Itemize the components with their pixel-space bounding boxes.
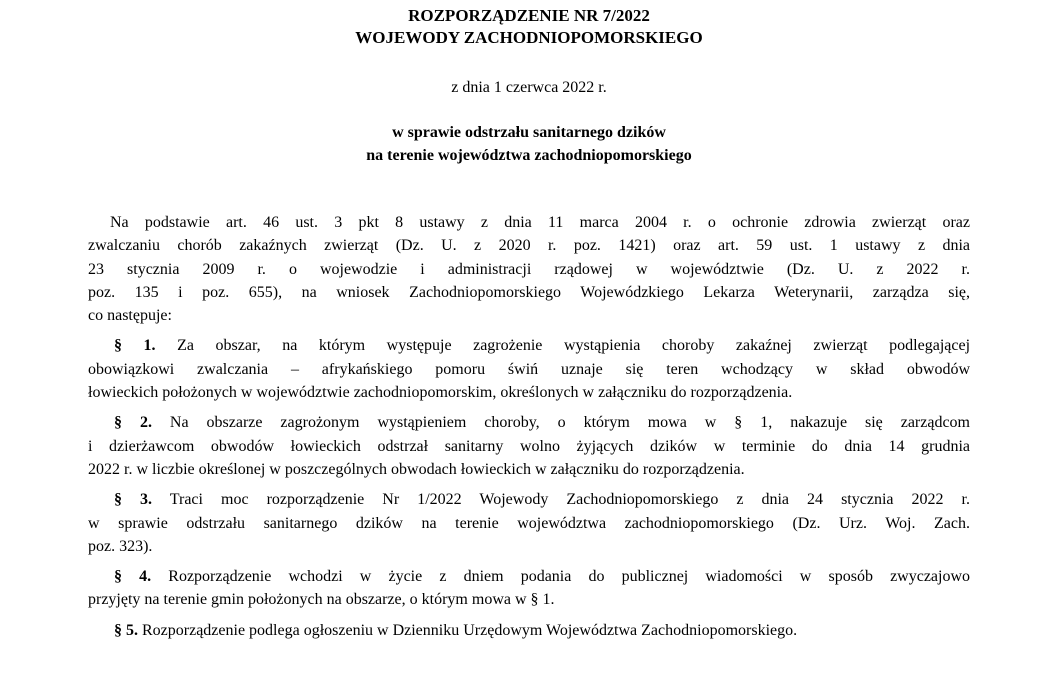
text-line: i dzierżawcom obwodów łowieckich odstrzał sanitarny wolno żyjących dzików w terminie do dnia 14 grudnia xyxy=(88,437,970,455)
document-subject xyxy=(88,121,970,167)
text-line: przyjęty na terenie gmin położonych na obszarze, o którym mowa w § 1. xyxy=(88,591,555,609)
section-5 xyxy=(88,619,970,642)
document-date: z dnia 1 czerwca 2022 r. xyxy=(451,79,607,96)
text-line xyxy=(88,411,970,434)
text-line: poz. 135 i poz. 655), na wniosek Zachodniopomorskiego Wojewódzkiego Lekarza Weterynarii, zarządza się, xyxy=(88,283,970,301)
section-3-text: Traci moc rozporządzenie Nr 1/2022 Wojewody Zachodniopomorskiego z dnia 24 stycznia 2022 r. xyxy=(169,491,971,509)
text-line xyxy=(88,619,970,642)
title-line-2: WOJEWODY ZACHODNIOPOMORSKIEGO xyxy=(355,28,703,47)
section-5-text: Rozporządzenie podlega ogłoszeniu w Dzienniku Urzędowym Województwa Zachodniopomorskiego. xyxy=(142,621,798,639)
section-4-text: Rozporządzenie wchodzi w życie z dniem podania do publicznej wiadomości w sposób zwyczajowo xyxy=(168,568,971,586)
text-line: 23 stycznia 2009 r. o wojewodzie i administracji rządowej w województwie (Dz. U. z 2022 r. xyxy=(88,260,970,278)
text-line xyxy=(88,488,970,511)
text-line: łowieckich położonych w województwie zachodniopomorskim, określonych w załączniku do rozporządzenia. xyxy=(88,384,793,402)
text-line: 2022 r. w liczbie określonej w poszczególnych obwodach łowieckich w załączniku do rozporządzenia. xyxy=(88,460,745,478)
document-body xyxy=(88,211,970,642)
document-page xyxy=(88,0,970,642)
document-title xyxy=(88,5,970,49)
section-1-text: Za obszar, na którym występuje zagrożenie wystąpienia choroby zakaźnej zwierząt podlegającej xyxy=(177,337,971,355)
subject-line-1: w sprawie odstrzału sanitarnego dzików xyxy=(392,124,666,141)
section-4-marker: § 4. xyxy=(114,568,152,586)
text-line: Na podstawie art. 46 ust. 3 pkt 8 ustawy z dnia 11 marca 2004 r. o ochronie zdrowia zwierząt oraz xyxy=(110,214,970,231)
section-2-text: Na obszarze zagrożonym wystąpieniem choroby, o którym mowa w § 1, nakazuje się zarządcom xyxy=(169,414,971,432)
section-2-marker: § 2. xyxy=(114,414,152,432)
section-4 xyxy=(88,565,970,612)
section-5-marker: § 5. xyxy=(114,621,138,639)
preamble-paragraph xyxy=(88,211,970,327)
section-1-marker: § 1. xyxy=(114,337,156,355)
section-3 xyxy=(88,488,970,558)
text-line: poz. 323). xyxy=(88,537,153,555)
text-line: zwalczaniu chorób zakaźnych zwierząt (Dz. U. z 2020 r. poz. 1421) oraz art. 59 ust. 1 ustawy z dnia xyxy=(88,237,970,255)
text-line xyxy=(88,334,970,357)
section-3-marker: § 3. xyxy=(114,491,153,509)
text-line: co następuje: xyxy=(88,307,172,325)
text-line: w sprawie odstrzału sanitarnego dzików na terenie województwa zachodniopomorskiego (Dz. Urz. Woj. Zach. xyxy=(88,514,970,532)
text-line: obowiązkowi zwalczania – afrykańskiego pomoru świń uznaje się teren wchodzący w skład obwodów xyxy=(88,360,970,378)
section-1 xyxy=(88,334,970,404)
section-2 xyxy=(88,411,970,481)
title-line-1: ROZPORZĄDZENIE NR 7/2022 xyxy=(408,6,650,25)
text-line xyxy=(88,565,970,588)
subject-line-2: na terenie województwa zachodniopomorskiego xyxy=(366,147,692,164)
